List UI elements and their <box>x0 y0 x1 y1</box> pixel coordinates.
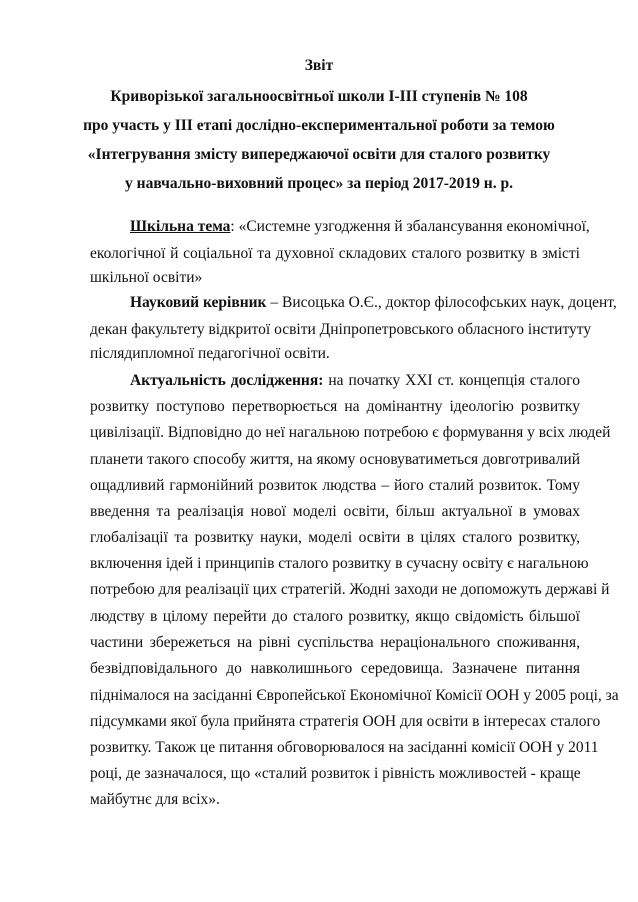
relevance-text: на початку ХХІ ст. концепція сталого <box>323 372 580 389</box>
school-theme-label: Шкільна тема <box>130 218 231 235</box>
paragraph-line: екологічної й соціальної та духовної складових сталого розвитку в змісті <box>90 245 580 262</box>
paragraph-line: введення та реалізація нової моделі освіти, більш актуальної в умовах <box>90 503 580 520</box>
topic-title-line-1: «Інтегрування змісту випереджаючої освіти для сталого розвитку <box>87 146 551 163</box>
paragraph-line: частини збережеться на рівні суспільства нераціонального споживання, <box>90 634 580 651</box>
paragraph-line: розвитку поступово перетворюється на домінантну ідеологію розвитку <box>90 398 580 415</box>
paragraph-line: безвідповідального до навколишнього середовища. Зазначене питання <box>90 660 580 677</box>
paragraph-line: розвитку. Також це питання обговорювалося на засіданні комісії ООН у 2011 <box>90 739 599 756</box>
relevance-paragraph <box>130 371 580 391</box>
topic-title-line-2: у навчально-виховний процес» за період 2017-2019 н. р. <box>125 175 513 192</box>
paragraph-line: підсумками якої була прийнята стратегія ООН для освіти в інтересах сталого <box>90 713 601 730</box>
paragraph-line: людству в цілому перейти до сталого розвитку, якщо свідомість більшої <box>90 608 580 625</box>
report-subject-line: про участь у ІІІ етапі дослідно-експериментальної роботи за темою <box>83 117 555 134</box>
paragraph-line: глобалізації та розвитку науки, моделі освіти в цілях сталого розвитку, <box>90 529 580 546</box>
relevance-label: Актуальність дослідження: <box>130 372 324 389</box>
school-theme-text: : «Системне узгодження й збалансування економічної, <box>230 218 590 235</box>
paragraph-line: декан факультету відкритої освіти Дніпропетровського обласного інституту <box>90 321 592 338</box>
supervisor-paragraph <box>130 293 617 313</box>
paragraph-line: майбутнє для всіх». <box>90 791 220 808</box>
paragraph-line: післядипломної педагогічної освіти. <box>90 345 330 362</box>
school-name: Криворізької загальноосвітньої школи І-ІІІ ступенів № 108 <box>110 88 528 105</box>
supervisor-text: – Висоцька О.Є., доктор філософських наук, доцент, <box>266 294 617 311</box>
paragraph-line: потребою для реалізації цих стратегій. Жодні заходи не допоможуть державі й <box>90 581 610 598</box>
paragraph-line: цивілізації. Відповідно до неї нагальною потребою є формування у всіх людей <box>90 424 611 441</box>
paragraph-line: включення ідей і принципів сталого розвитку в сучасну освіту є нагальною <box>90 555 589 572</box>
supervisor-label: Науковий керівник <box>130 294 267 311</box>
report-title: Звіт <box>304 57 334 74</box>
paragraph-line: шкільної освіти» <box>90 269 203 286</box>
school-theme-paragraph <box>130 217 590 237</box>
paragraph-line: році, де зазначалося, що «сталий розвиток і рівність можливостей - краще <box>90 765 581 782</box>
paragraph-line: планети такого способу життя, на якому основуватиметься довготривалий <box>90 451 580 468</box>
paragraph-line: піднімалося на засіданні Європейської Економічної Комісії ООН у 2005 році, за <box>90 687 619 704</box>
paragraph-line: ощадливий гармонійний розвиток людства – його сталий розвиток. Тому <box>90 477 580 494</box>
